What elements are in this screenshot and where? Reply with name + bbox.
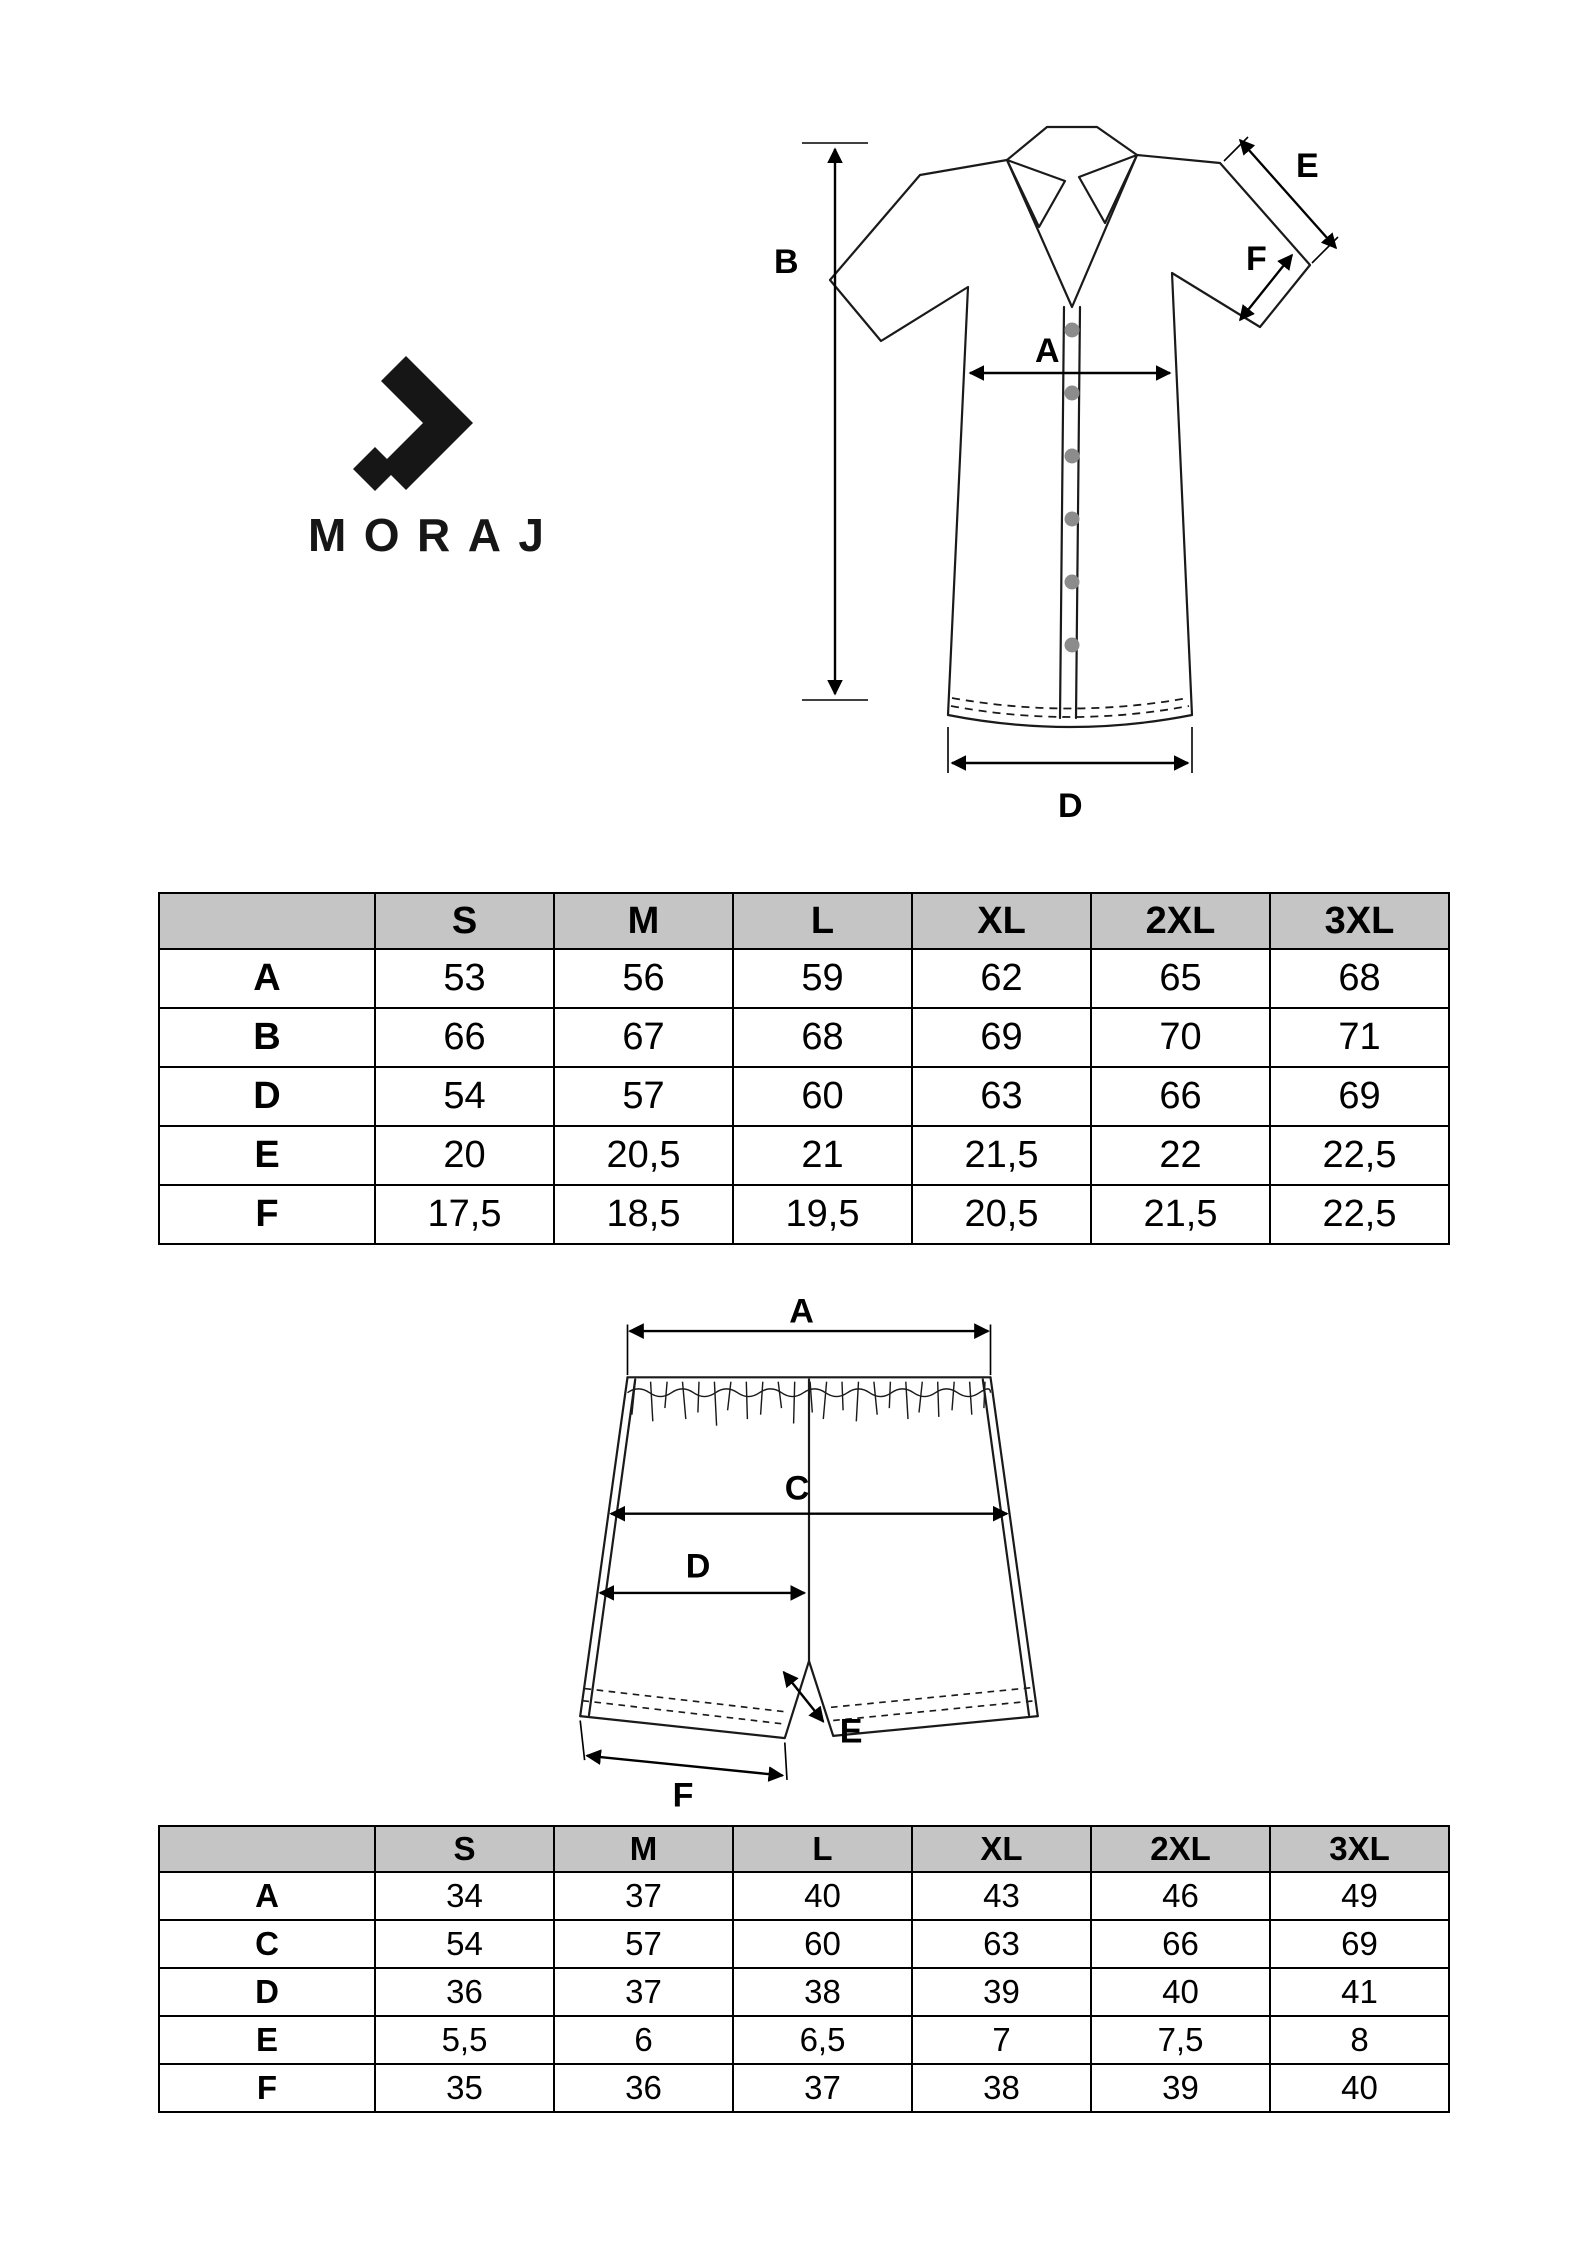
size-value: 57 — [554, 1920, 733, 1968]
size-value: 46 — [1091, 1872, 1270, 1920]
size-value: 39 — [912, 1968, 1091, 2016]
measurement-label: F — [159, 1185, 375, 1244]
size-value: 37 — [554, 1872, 733, 1920]
measurement-label: E — [159, 1126, 375, 1185]
size-value: 36 — [375, 1968, 554, 2016]
size-value: 54 — [375, 1067, 554, 1126]
corner-cell — [159, 1826, 375, 1872]
size-column-header: 3XL — [1270, 1826, 1449, 1872]
size-value: 21,5 — [1091, 1185, 1270, 1244]
shorts-size-table — [158, 1825, 1450, 2113]
size-value: 57 — [554, 1067, 733, 1126]
brand-logo-icon — [351, 348, 501, 498]
size-value: 68 — [1270, 949, 1449, 1008]
size-value: 60 — [733, 1920, 912, 1968]
brand-logo — [276, 348, 576, 562]
size-value: 36 — [554, 2064, 733, 2112]
measurement-label: A — [159, 949, 375, 1008]
size-value: 7 — [912, 2016, 1091, 2064]
size-value: 69 — [912, 1008, 1091, 1067]
size-value: 22,5 — [1270, 1185, 1449, 1244]
size-value: 20,5 — [912, 1185, 1091, 1244]
dimension-arrow-e — [1240, 140, 1336, 248]
shirt-size-table — [158, 892, 1450, 1245]
size-value: 40 — [1091, 1968, 1270, 2016]
table-row — [159, 1185, 1449, 1244]
size-value: 49 — [1270, 1872, 1449, 1920]
table-row — [159, 1920, 1449, 1968]
brand-logo-text: MORAJ — [307, 509, 562, 561]
size-value: 67 — [554, 1008, 733, 1067]
header-row — [159, 1826, 1449, 1872]
size-value: 21,5 — [912, 1126, 1091, 1185]
size-value: 38 — [733, 1968, 912, 2016]
size-value: 37 — [733, 2064, 912, 2112]
measurement-label: E — [159, 2016, 375, 2064]
table-row — [159, 1067, 1449, 1126]
shirt-outline — [830, 127, 1310, 727]
size-value: 68 — [733, 1008, 912, 1067]
measurement-label: A — [159, 1872, 375, 1920]
dimension-label-f: F — [1246, 240, 1267, 278]
size-column-header: 2XL — [1091, 893, 1270, 949]
size-value: 35 — [375, 2064, 554, 2112]
size-value: 69 — [1270, 1920, 1449, 1968]
dimension-label-f: F — [672, 1776, 694, 1813]
size-value: 40 — [1270, 2064, 1449, 2112]
size-value: 34 — [375, 1872, 554, 1920]
shirt-hem-stitching — [951, 698, 1189, 717]
size-value: 53 — [375, 949, 554, 1008]
size-column-header: 3XL — [1270, 893, 1449, 949]
size-value: 56 — [554, 949, 733, 1008]
size-value: 20 — [375, 1126, 554, 1185]
size-column-header: 2XL — [1091, 1826, 1270, 1872]
size-value: 71 — [1270, 1008, 1449, 1067]
corner-cell — [159, 893, 375, 949]
size-value: 18,5 — [554, 1185, 733, 1244]
size-value: 59 — [733, 949, 912, 1008]
table-row — [159, 1872, 1449, 1920]
dimension-label-a: A — [1035, 332, 1060, 370]
size-column-header: M — [554, 1826, 733, 1872]
dimension-label-d: D — [685, 1547, 711, 1586]
size-value: 17,5 — [375, 1185, 554, 1244]
size-column-header: M — [554, 893, 733, 949]
size-value: 63 — [912, 1920, 1091, 1968]
size-value: 69 — [1270, 1067, 1449, 1126]
dimension-label-a: A — [789, 1298, 814, 1331]
table-row — [159, 1126, 1449, 1185]
size-value: 40 — [733, 1872, 912, 1920]
dimension-label-d: D — [1058, 787, 1083, 825]
size-column-header: L — [733, 893, 912, 949]
size-value: 60 — [733, 1067, 912, 1126]
size-value: 6,5 — [733, 2016, 912, 2064]
size-value: 43 — [912, 1872, 1091, 1920]
dimension-label-e: E — [839, 1712, 863, 1751]
dimension-label-b: B — [774, 243, 799, 281]
table-row — [159, 1008, 1449, 1067]
size-value: 70 — [1091, 1008, 1270, 1067]
dimension-label-c: C — [784, 1469, 810, 1508]
size-value: 19,5 — [733, 1185, 912, 1244]
measurement-label: F — [159, 2064, 375, 2112]
size-value: 37 — [554, 1968, 733, 2016]
size-value: 66 — [1091, 1920, 1270, 1968]
size-value: 22,5 — [1270, 1126, 1449, 1185]
size-column-header: S — [375, 1826, 554, 1872]
size-value: 54 — [375, 1920, 554, 1968]
measurement-label: C — [159, 1920, 375, 1968]
measurement-label: D — [159, 1968, 375, 2016]
size-value: 20,5 — [554, 1126, 733, 1185]
size-value: 62 — [912, 949, 1091, 1008]
size-value: 65 — [1091, 949, 1270, 1008]
header-row — [159, 893, 1449, 949]
size-value: 41 — [1270, 1968, 1449, 2016]
size-value: 7,5 — [1091, 2016, 1270, 2064]
measurement-label: D — [159, 1067, 375, 1126]
size-value: 39 — [1091, 2064, 1270, 2112]
size-value: 8 — [1270, 2016, 1449, 2064]
table-row — [159, 2064, 1449, 2112]
size-value: 22 — [1091, 1126, 1270, 1185]
size-column-header: L — [733, 1826, 912, 1872]
size-value: 66 — [1091, 1067, 1270, 1126]
size-column-header: XL — [912, 1826, 1091, 1872]
shorts-diagram — [512, 1298, 1128, 1813]
size-value: 38 — [912, 2064, 1091, 2112]
measurement-label: B — [159, 1008, 375, 1067]
table-row — [159, 949, 1449, 1008]
size-column-header: XL — [912, 893, 1091, 949]
shorts-guide-ticks — [580, 1325, 990, 1780]
shirt-dimension-arrows — [835, 140, 1336, 763]
dimension-arrow-f — [587, 1756, 783, 1776]
size-value: 66 — [375, 1008, 554, 1067]
size-value: 21 — [733, 1126, 912, 1185]
shirt-diagram — [740, 115, 1500, 885]
size-column-header: S — [375, 893, 554, 949]
dimension-label-e: E — [1296, 147, 1319, 185]
size-value: 6 — [554, 2016, 733, 2064]
table-row — [159, 2016, 1449, 2064]
shorts-outline — [580, 1377, 1038, 1738]
size-value: 5,5 — [375, 2016, 554, 2064]
table-row — [159, 1968, 1449, 2016]
size-value: 63 — [912, 1067, 1091, 1126]
